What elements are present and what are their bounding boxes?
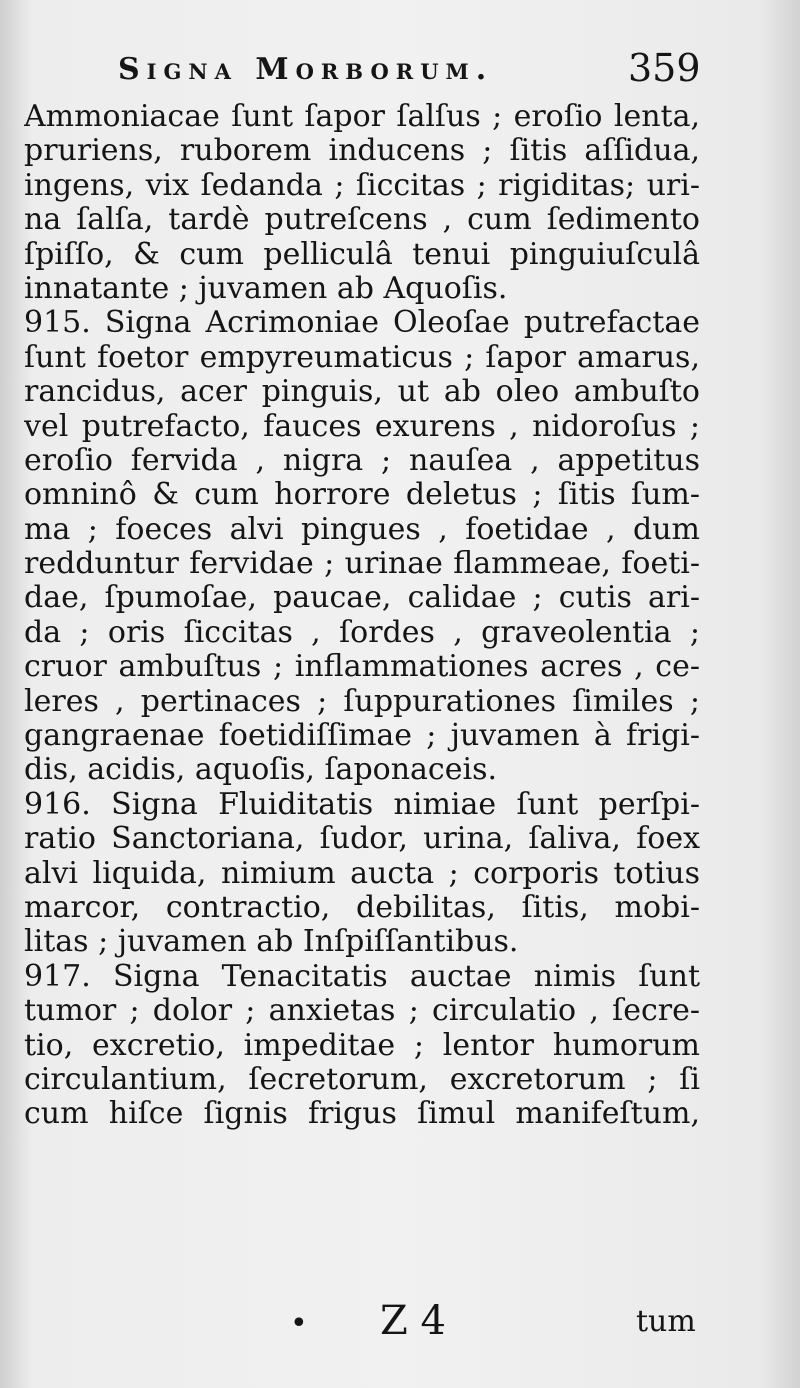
- text-line: rancidus, acer pinguis, ut ab oleo ambuſto: [24, 375, 700, 410]
- text-line: circulantium, ſecretorum, excretorum ; ſi: [24, 1062, 700, 1097]
- text-line: eroſio fervida , nigra ; nauſea , appetitus: [24, 443, 700, 478]
- text-line: 916. Signa Fluiditatis nimiae ſunt perſpi-: [24, 787, 700, 822]
- text-line: ſunt foetor empyreumaticus ; ſapor amarus,: [24, 340, 700, 375]
- text-line: litas ; juvamen ab Inſpiſſantibus.: [24, 925, 519, 960]
- text-line: alvi liquida, nimium aucta ; corporis totius: [24, 856, 700, 891]
- text-line: omninô & cum horrore deletus ; ſitis ſum-: [24, 478, 700, 513]
- text-line: vel putrefacto, fauces exurens , nidoroſus ;: [24, 409, 700, 444]
- text-line: redduntur fervidae ; urinae flammeae, foeti-: [24, 547, 700, 582]
- text-line: na ſalſa, tardè putreſcens , cum ſedimento: [24, 203, 700, 238]
- text-line: 917. Signa Tenacitatis auctae nimis ſunt: [24, 959, 700, 994]
- text-line: innatante ; juvamen ab Aquoſis.: [24, 271, 508, 306]
- page-header: [0, 46, 800, 96]
- text-line: ratio Sanctoriana, ſudor, urina, ſaliva, foex: [24, 822, 700, 857]
- signature-mark: Z 4: [380, 1298, 446, 1344]
- text-line: 915. Signa Acrimoniae Oleoſae putrefactae: [24, 306, 700, 341]
- text-line: tio, excretio, impeditae ; lentor humorum: [24, 1028, 700, 1063]
- text-line: ingens, vix ſedanda ; ſiccitas ; rigiditas; uri-: [24, 168, 700, 203]
- text-line: tumor ; dolor ; anxietas ; circulatio , ſecre-: [24, 994, 700, 1029]
- text-line: pruriens, ruborem inducens ; ſitis aſſidua,: [24, 134, 700, 169]
- text-line: ma ; foeces alvi pingues , foetidae , dum: [24, 512, 700, 547]
- footer-dot: •: [290, 1306, 308, 1341]
- text-line: cruor ambuſtus ; inflammationes acres , ce-: [24, 650, 700, 685]
- text-line: dis, acidis, aquoſis, ſaponaceis.: [24, 753, 497, 788]
- text-line: cum hiſce ſignis frigus ſimul manifeſtum,: [24, 1097, 700, 1132]
- text-line: Ammoniacae ſunt ſapor ſalſus ; eroſio lenta,: [24, 100, 700, 134]
- text-line: marcor, contractio, debilitas, ſitis, mobi-: [24, 890, 700, 925]
- text-line: dae, ſpumoſae, paucae, calidae ; cutis ari-: [24, 581, 700, 616]
- page-footer: [0, 1298, 800, 1348]
- running-head: Signa Morborum.: [118, 52, 494, 87]
- page-number: 359: [628, 46, 701, 90]
- text-line: gangraenae foetidiſſimae ; juvamen à frigi-: [24, 719, 700, 754]
- catchword: tum: [636, 1304, 696, 1339]
- body-text: [24, 100, 700, 1132]
- text-line: da ; oris ſiccitas , ſordes , graveolentia ;: [24, 615, 700, 650]
- text-line: leres , pertinaces ; ſuppurationes ſimiles ;: [24, 684, 700, 719]
- text-line: ſpiſſo, & cum pelliculâ tenui pinguiuſculâ: [24, 237, 700, 272]
